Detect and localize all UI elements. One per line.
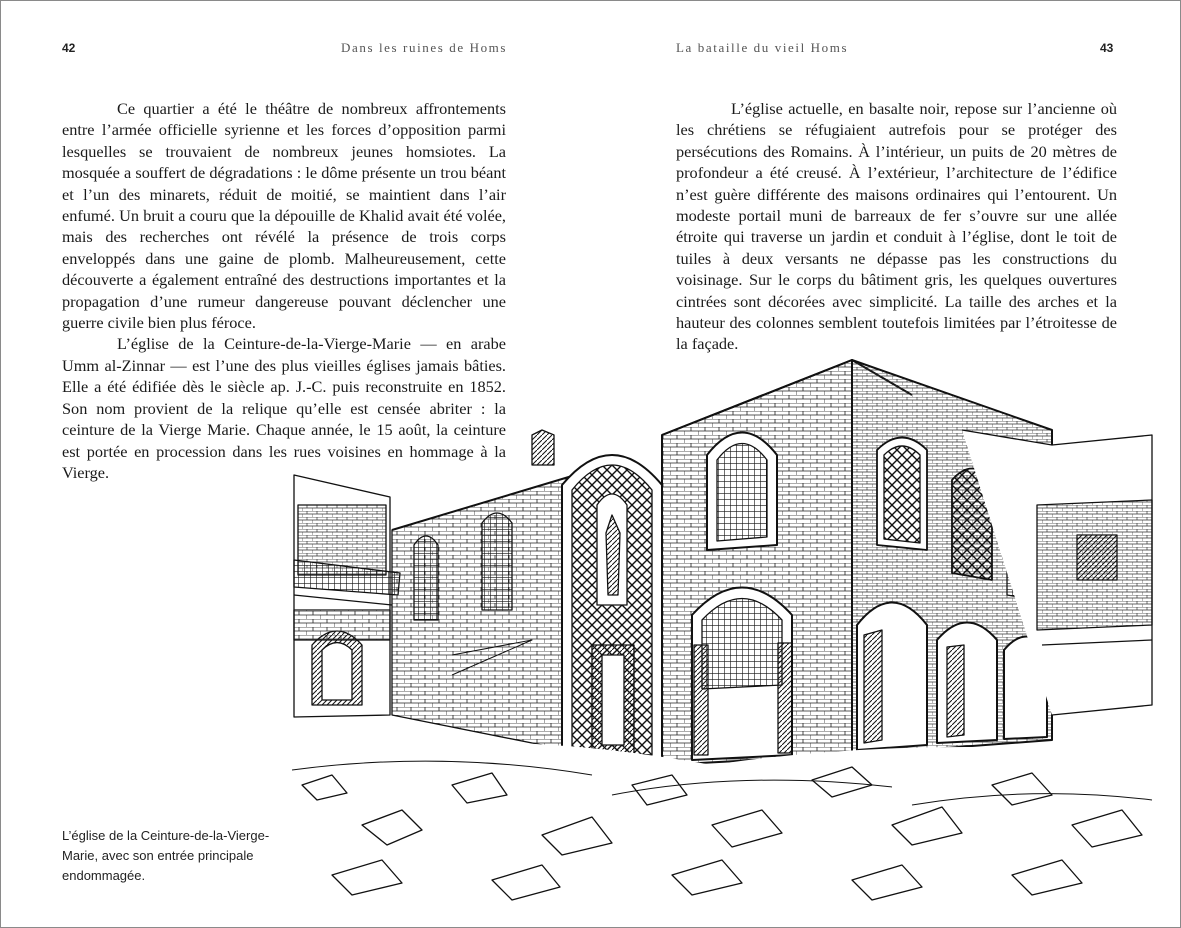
left-building bbox=[294, 475, 400, 717]
running-head-left: Dans les ruines de Homs bbox=[341, 40, 508, 55]
figure-caption: L’église de la Ceinture-de-la-Vierge-Marie, avec son entrée principale endommagée. bbox=[62, 828, 270, 883]
running-head-right: La bataille du vieil Homs bbox=[676, 40, 849, 55]
right-body-text bbox=[676, 98, 1117, 355]
paragraph: L’église de la Ceinture-de-la-Vierge-Marie — en arabe Umm al-Zinnar — est l’une des plus vieilles églises jamais bâties. Elle a été édifiée dès le siècle ap. J.-C. puis reconstruite en 1852. Son nom provient de la relique qu’elle est censée abriter : la ceinture de la Vierge Marie. Chaque année, le 15 août, la ceinture est portée en procession dans les rues voisines en hommage à la Vierge. bbox=[62, 334, 506, 482]
page-number-right: 43 bbox=[1100, 41, 1114, 55]
church-ruins-drawing-icon bbox=[292, 355, 1160, 910]
page-number-left: 42 bbox=[62, 41, 76, 55]
rubble bbox=[292, 742, 1152, 910]
paragraph: L’église actuelle, en basalte noir, repose sur l’ancienne où les chrétiens se réfugiaient autrefois pour se protéger des persécutions des Romains. À l’intérieur, un puits de 20 mètres de profondeur a été creusé. À l’extérieur, l’architecture de l’édifice n’est guère différente des maisons ordinaires qui l’entourent. Un modeste portail muni de barreaux de fer s’ouvre sur une allée étroite qui traverse un jardin et conduit à l’église, dont le toit de tuiles à deux versants ne dépasse pas les constructions du voisinage. Sur le corps du bâtiment gris, les quelques ouvertures cintrées sont décorées avec simplicité. La taille des arches et la hauteur des colonnes semblent toutefois limitées par l’étroitesse de la façade. bbox=[676, 99, 1117, 354]
paragraph: Ce quartier a été le théâtre de nombreux affrontements entre l’armée officielle syrienne et les forces d’opposition parmi lesquelles se trouvaient de nombreux jeunes homsiotes. La mosquée a souffert de dégradations : le dôme présente un trou béant et l’un des minarets, réduit de moitié, se maintient dans l’air enfumé. Un bruit a couru que la dépouille de Khalid avait été volée, mais des recherches ont révélé la présence de trois corps enveloppés dans une gaine de plomb. Malheureusement, cette découverte a également entraîné des destructions importantes et la propagation d’une rumeur dangereuse pouvant déclencher une guerre civile bien plus féroce. bbox=[62, 99, 506, 333]
